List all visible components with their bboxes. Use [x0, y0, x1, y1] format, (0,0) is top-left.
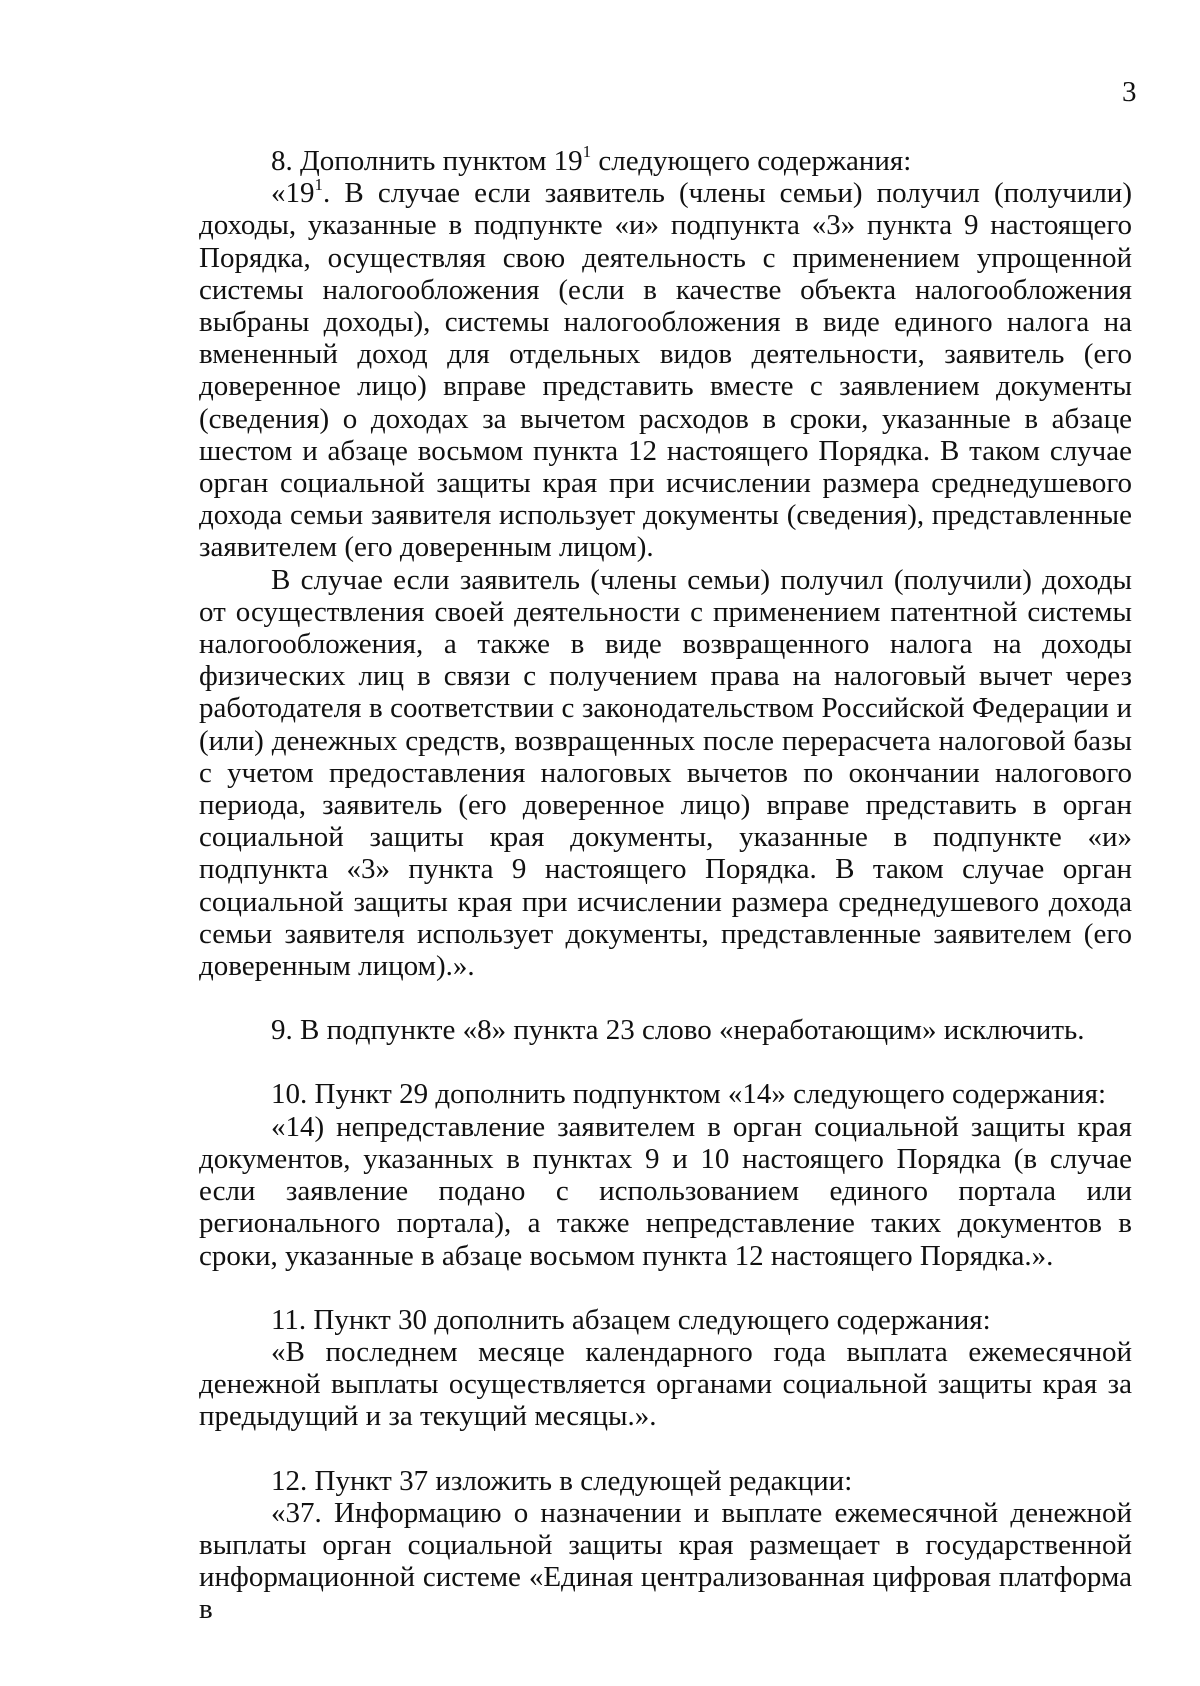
item-12-paragraph: «37. Информацию о назначении и выплате ежемесячной денежной выплаты орган социальной защиты края размещает в государственной информационной системе «Единая централизованная цифровая платформа в	[199, 1496, 1132, 1626]
item-8-heading	[199, 142, 1132, 177]
document-body	[199, 142, 1132, 1626]
item-10-heading: 10. Пункт 29 дополнить подпунктом «14» следующего содержания:	[271, 1078, 1107, 1111]
item-8-heading-text: 8. Дополнить пунктом 19	[271, 145, 583, 177]
item-8-paragraph-2: В случае если заявитель (члены семьи) получил (получили) доходы от осуществления своей деятельности с применением патентной системы налогообложения, а также в виде возвращенного налога на доходы физических лиц в связи с получением права на налоговый вычет через работодателя в соответствии с законодательством Российской Федерации и (или) денежных средств, возвращенных после перерасчета налоговой базы с учетом предоставления налоговых вычетов по окончании налогового периода, заявитель (его доверенное лицо) вправе представить в орган социальной защиты края документы, указанные в подпункте «и» подпункта «3» пункта 9 настоящего Порядка. В таком случае орган социальной защиты края при исчислении размера среднедушевого дохода семьи заявителя использует документы, представленные заявителем (его доверенным лицом).».	[199, 563, 1132, 983]
item-9-heading: 9. В подпункте «8» пункта 23 слово «неработающим» исключить.	[271, 1014, 1085, 1047]
item-11-paragraph: «В последнем месяце календарного года выплата ежемесячной денежной выплаты осуществляется органами социальной защиты края за предыдущий и за текущий месяцы.».	[199, 1335, 1132, 1433]
item-8-paragraph-1	[199, 174, 1132, 564]
page-number: 3	[1122, 76, 1137, 108]
item-8-heading-superscript: 1	[582, 142, 592, 162]
item-8-paragraph-1-text: . В случае если заявитель (члены семьи) получил (получили) доходы, указанные в подпункте «и» подпункта «3» пункта 9 настоящего Порядка, осуществляя свою деятельность с применением упрощенной системы налогообложения (если в качестве объекта налогообложения выбраны доходы), системы налогообложения в виде единого налога на вмененный доход для отдельных видов деятельности, заявитель (его доверенное лицо) вправе представить вместе с заявлением документы (сведения) о доходах за вычетом расходов в сроки, указанные в абзаце шестом и абзаце восьмом пункта 12 настоящего Порядка. В таком случае орган социальной защиты края при исчислении размера среднедушевого дохода семьи заявителя использует документы (сведения), представленные заявителем (его доверенным лицом).	[199, 177, 1132, 564]
item-8-heading-tail: следующего содержания:	[591, 145, 912, 177]
item-10-paragraph: «14) непредставление заявителем в орган социальной защиты края документов, указанных в пунктах 9 и 10 настоящего Порядка (в случае если заявление подано с использованием единого портала или регионального портала), а также непредставление таких документов в сроки, указанные в абзаце восьмом пункта 12 настоящего Порядка.».	[199, 1110, 1132, 1272]
item-8-paragraph-1-open: «19	[271, 177, 315, 210]
item-8-paragraph-1-superscript: 1	[314, 174, 323, 194]
item-12-heading: 12. Пункт 37 изложить в следующей редакции:	[271, 1464, 853, 1497]
item-11-heading: 11. Пункт 30 дополнить абзацем следующего содержания:	[271, 1303, 991, 1336]
